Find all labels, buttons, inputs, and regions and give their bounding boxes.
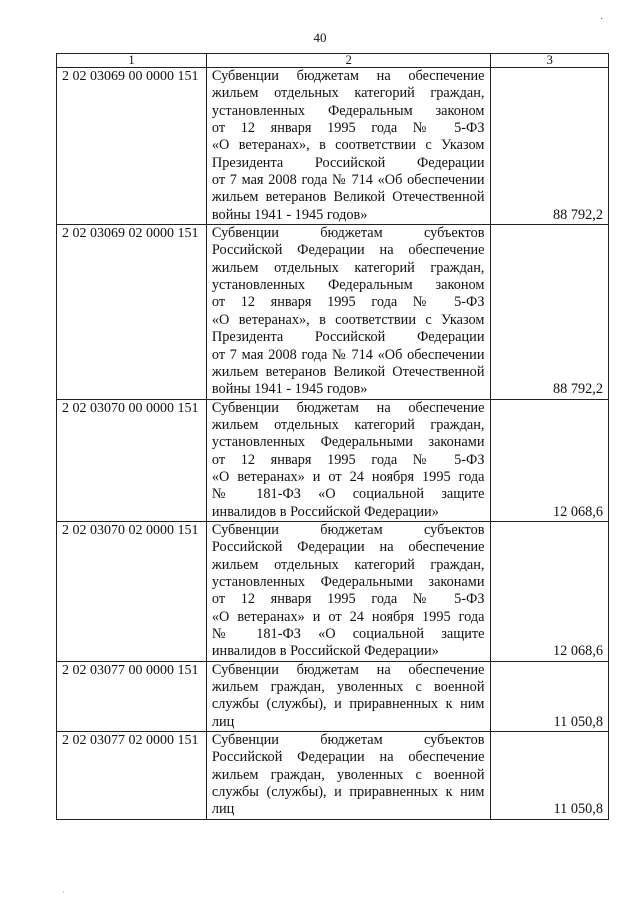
budget-code-cell: 2 02 03070 00 0000 151 [57, 399, 207, 521]
description-line: лиц [211, 801, 235, 818]
description-line: установленных Федеральными законами [211, 434, 485, 451]
description-line: «О ветеранах», в соответствии с Указом [211, 137, 485, 154]
description-line: Субвенции бюджетам субъектов [211, 521, 485, 538]
amount-cell: 88 792,2 [491, 225, 609, 399]
description-line: от 7 мая 2008 года № 714 «Об обеспечении [211, 172, 485, 189]
budget-table [56, 53, 609, 820]
description-line: от 12 января 1995 года № 5-ФЗ [211, 120, 485, 137]
description-line: войны 1941 - 1945 годов» [211, 206, 368, 223]
page-number: 40 [313, 30, 327, 45]
column-header-amount: 3 [491, 54, 609, 68]
description-cell [206, 661, 491, 731]
description-line: жильем ветеранов Великой Отечественной [211, 363, 485, 380]
description-line: жильем граждан, уволенных с военной [211, 679, 485, 696]
budget-code-cell: 2 02 03070 02 0000 151 [57, 521, 207, 661]
budget-code-cell: 2 02 03069 02 0000 151 [57, 225, 207, 399]
description-cell [206, 521, 491, 661]
corner-mark: · [600, 14, 604, 25]
description-line: от 12 января 1995 года № 5-ФЗ [211, 294, 485, 311]
description-line: № 181-ФЗ «О социальной защите [211, 626, 485, 642]
amount-cell: 88 792,2 [491, 68, 609, 225]
amount-cell: 11 050,8 [491, 732, 609, 820]
description-line: жильем отдельных категорий граждан, [211, 85, 485, 102]
column-header-code: 1 [57, 54, 207, 68]
description-line: Субвенции бюджетам на обеспечение [211, 399, 485, 416]
table-row [57, 661, 609, 731]
description-line: лиц [211, 713, 235, 730]
description-line: Субвенции бюджетам субъектов [211, 732, 485, 749]
description-line: Президента Российской Федерации [211, 154, 485, 171]
description-cell [206, 732, 491, 820]
description-cell [206, 399, 491, 521]
description-line: № 181-ФЗ «О социальной защите [211, 486, 485, 503]
amount-cell: 11 050,8 [491, 661, 609, 731]
amount-cell: 12 068,6 [491, 399, 609, 521]
description-line: жильем отдельных категорий граждан, [211, 556, 485, 573]
description-line: войны 1941 - 1945 годов» [211, 381, 368, 398]
description-line: «О ветеранах» и от 24 ноября 1995 года [211, 608, 485, 625]
description-line: установленных Федеральными законами [211, 573, 485, 590]
table-row [57, 225, 609, 399]
description-line: жильем отдельных категорий граждан, [211, 416, 485, 433]
description-line: от 12 января 1995 года № 5-ФЗ [211, 451, 485, 468]
description-line: Субвенции бюджетам на обеспечение [211, 68, 485, 84]
budget-code-cell: 2 02 03077 02 0000 151 [57, 732, 207, 820]
description-line: установленных Федеральным законом [211, 102, 485, 119]
description-line: установленных Федеральным законом [211, 277, 485, 294]
table-row [57, 521, 609, 661]
description-cell [206, 68, 491, 225]
amount-cell: 12 068,6 [491, 521, 609, 661]
description-line: Российской Федерации на обеспечение [211, 749, 485, 766]
description-line: Российской Федерации на обеспечение [211, 539, 485, 556]
table-row [57, 68, 609, 225]
description-cell [206, 225, 491, 399]
table-body [57, 68, 609, 820]
description-line: Субвенции бюджетам субъектов [211, 225, 485, 242]
description-line: «О ветеранах», в соответствии с Указом [211, 311, 485, 328]
description-line: инвалидов в Российской Федерации» [211, 643, 439, 660]
description-line: инвалидов в Российской Федерации» [211, 503, 439, 520]
description-line: от 7 мая 2008 года № 714 «Об обеспечении [211, 346, 485, 363]
budget-code-cell: 2 02 03077 00 0000 151 [57, 661, 207, 731]
description-line: службы (службы), и приравненных к ним [211, 696, 485, 713]
table-row [57, 399, 609, 521]
description-line: «О ветеранах» и от 24 ноября 1995 года [211, 468, 485, 485]
footer-mark: · [62, 888, 65, 897]
description-line: от 12 января 1995 года № 5-ФЗ [211, 591, 485, 608]
description-line: службы (службы), и приравненных к ним [211, 784, 485, 801]
description-line: Российской Федерации на обеспечение [211, 242, 485, 259]
description-line: жильем ветеранов Великой Отечественной [211, 189, 485, 206]
table-row [57, 732, 609, 820]
description-line: Президента Российской Федерации [211, 329, 485, 346]
table-header-row [57, 54, 609, 68]
description-line: Субвенции бюджетам на обеспечение [211, 661, 485, 678]
description-line: жильем граждан, уволенных с военной [211, 766, 485, 783]
column-header-description: 2 [206, 54, 491, 68]
budget-code-cell: 2 02 03069 00 0000 151 [57, 68, 207, 225]
description-line: жильем отдельных категорий граждан, [211, 259, 485, 276]
